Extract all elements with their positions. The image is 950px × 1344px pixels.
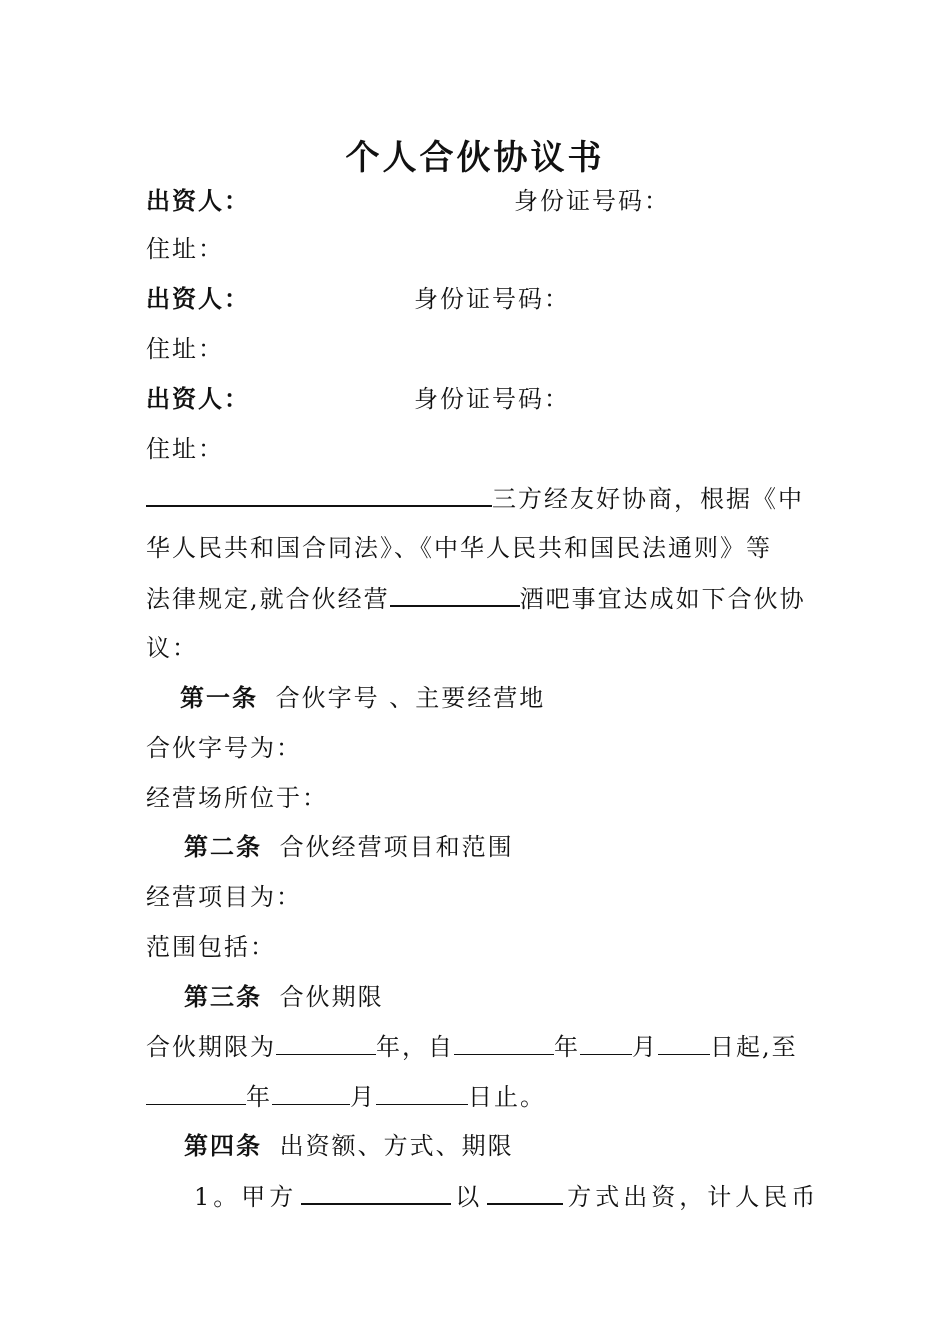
article3-heading: 第三条	[184, 983, 262, 1011]
document-title: 个人合伙协议书	[345, 138, 605, 178]
end-year-blank	[146, 1082, 246, 1105]
end-month-blank	[272, 1082, 350, 1105]
intro-line3a-text: 法律规定,就合伙经营	[146, 585, 390, 613]
article2-heading: 第二条	[184, 833, 262, 861]
article4-title: 出资额、方式、期限	[279, 1132, 514, 1160]
article1-line-2: 经营场所位于：	[146, 784, 328, 812]
article4-header	[184, 1131, 514, 1161]
item1-method-blank	[487, 1181, 563, 1205]
end-month-unit: 月	[350, 1083, 376, 1111]
start-day-unit: 日起,至	[710, 1033, 798, 1061]
party2-id-label: 身份证号码：	[414, 285, 570, 313]
article1-line-1: 合伙字号为：	[146, 734, 302, 762]
party3-address-label: 住址：	[146, 435, 224, 463]
party1-investor-label: 出资人：	[146, 187, 250, 215]
party1-address-label: 住址：	[146, 235, 224, 263]
party3-id-label: 身份证号码：	[414, 385, 570, 413]
parties-names-blank	[146, 483, 492, 507]
start-year-blank	[454, 1032, 554, 1055]
intro-line-2: 华人民共和国合同法》、《中华人民共和国民法通则》等	[146, 534, 772, 562]
bar-name-blank	[390, 583, 520, 607]
article3-header	[184, 982, 384, 1012]
party2-address-label: 住址：	[146, 335, 224, 363]
article2-title: 合伙经营项目和范围	[279, 833, 514, 861]
intro-line-4: 议：	[146, 634, 198, 662]
article2-header	[184, 832, 514, 862]
term-years-blank	[276, 1032, 376, 1055]
intro-line3b-text: 酒吧事宜达成如下合伙协	[519, 585, 806, 613]
article1-heading: 第一条	[180, 684, 258, 712]
end-year-unit: 年	[246, 1083, 272, 1111]
term-label: 合伙期限为	[146, 1033, 276, 1061]
article3-line-2	[146, 1082, 546, 1112]
party2-investor-label: 出资人：	[146, 285, 250, 313]
article3-title: 合伙期限	[279, 983, 384, 1011]
start-year-unit: 年	[554, 1033, 580, 1061]
party1-id-label: 身份证号码：	[514, 187, 670, 215]
item1-party-label: 1。甲方	[194, 1183, 298, 1211]
article2-line-1: 经营项目为：	[146, 883, 302, 911]
article4-heading: 第四条	[184, 1132, 262, 1160]
term-from-label: 年，自	[376, 1033, 454, 1061]
intro-line-3	[146, 583, 806, 614]
article4-item-1	[194, 1181, 819, 1212]
start-month-blank	[580, 1032, 632, 1055]
article1-header	[180, 683, 545, 713]
item1-by-label: 以	[455, 1183, 484, 1211]
article2-line-2: 范围包括：	[146, 933, 276, 961]
start-day-blank	[658, 1032, 710, 1055]
end-day-blank	[376, 1082, 468, 1105]
article1-title: 合伙字号 、主要经营地	[275, 684, 546, 712]
end-day-unit: 日止。	[468, 1083, 546, 1111]
item1-amount-blank	[301, 1181, 451, 1205]
party3-investor-label: 出资人：	[146, 385, 250, 413]
start-month-unit: 月	[632, 1033, 658, 1061]
item1-rmb-label: 方式出资，计人民币	[567, 1183, 820, 1211]
article3-line-1	[146, 1032, 798, 1062]
intro-line-1	[146, 483, 804, 514]
intro-line1-text: 三方经友好协商，根据《中	[492, 485, 804, 513]
